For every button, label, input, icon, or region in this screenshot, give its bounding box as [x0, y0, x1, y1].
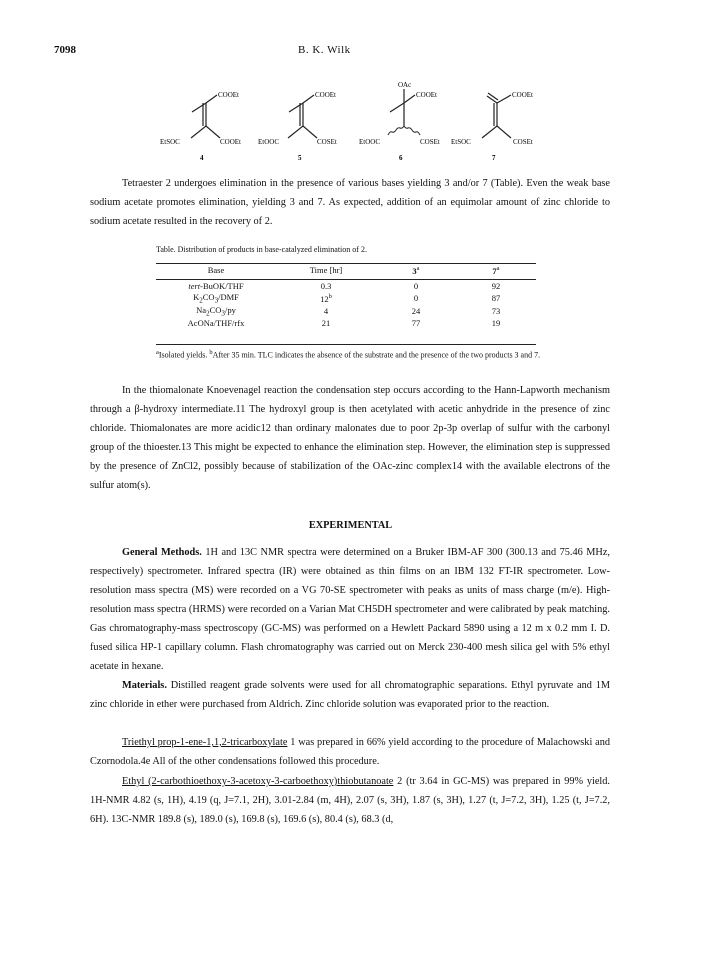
structure-7-left-label: EtSOC — [451, 138, 471, 146]
structure-5-top-label: COOEt — [315, 91, 336, 99]
structure-5 — [258, 91, 337, 162]
page-number: 7098 — [54, 44, 76, 56]
table-row — [156, 292, 536, 305]
paragraph-thiomalonate: In the thiomalonate Knoevenagel reaction the condensation step occurs according to the Hann-Lapworth mechanism through a β-hydroxy intermediate.11 The hydroxyl group is then acetylated with acetic anhydride in the presence of zinc chloride. Thiomalonates are more acidic12 than ordinary malonates due to poor 2p-3p overlap of sulfur with the carbonyl group of the thioester.13 This might be expected to enhance the elimination step. However, the elimination step is suppressed by the presence of ZnCl2, possibly because of stabilization of the OAc-zinc complex14 with the available electrons of the sulfur atom(s). — [90, 385, 610, 491]
paragraph-triethyl: Triethyl prop-1-ene-1,1,2-tricarboxylate 1 was prepared in 66% yield according to the procedure of Malachowski and Czornodola.4e All of the other condensations followed this procedure. — [90, 737, 610, 767]
cell-yield-7: 73 — [491, 305, 501, 316]
cell-yield-7: 87 — [491, 293, 501, 304]
chemical-structures — [0, 82, 701, 167]
table-header-row — [156, 264, 536, 279]
general-methods-label: General Methods. — [122, 547, 202, 558]
structure-7 — [451, 91, 533, 162]
table-row — [156, 317, 536, 329]
structure-4-right-label: COOEt — [220, 138, 241, 146]
structure-4-top-label: COOEt — [218, 91, 239, 99]
paragraph-general-methods: General Methods. 1H and 13C NMR spectra were determined on a Bruker IBM-AF 300 (300.13 and 75.46 MHz, respectively) spectrometer. Infrared spectra (IR) were obtained as thin films on an IBM 132 FT-IR spectrometer. Low-resolution mass spectra (MS) were recorded on a VG 70-SE spectrometer with peaks as units of mass charge (m/e). High-resolution mass spectra (HRMS) were recorded on a Varian Mat CH5DH spectrometer and were calibrated by peak matching. Gas chromatography-mass spectroscopy (GC-MS) was performed on a Hewlett Packard 5890 using a 12 m x 0.2 mm I. D. fused silica HP-1 capillary column. Flash chromatography was carried out on Merck 230-400 mesh silica gel with 5% ethyl acetate in hexane. — [90, 547, 611, 672]
cell-base: $Na_2CO_3/py$ — [196, 304, 236, 318]
paragraph-materials: Materials. Distilled reagent grade solvents were used for all chromatographic separations. Ethyl pyruvate and 1M zinc chloride in ether were purchased from Aldrich. Zinc chloride solution was evaporated prior to the reaction. — [90, 680, 611, 710]
cell-base: AcONa/THF/rfx — [187, 318, 245, 329]
cell-time: 12$^b$ — [320, 292, 332, 304]
footnote-b: After 35 min. TLC indicates the absence of the substrate and the presence of the two products 3 and 7. — [212, 350, 541, 360]
compound-2-name: Ethyl (2-carbothioethoxy-3-acetoxy-3-carboethoxy)thiobutanoate — [122, 776, 394, 787]
header-base: Base — [156, 264, 276, 279]
running-author: B. K. Wilk — [298, 44, 351, 56]
cell-time: 0.3 — [320, 280, 332, 291]
footnote-a: Isolated yields. — [158, 350, 208, 360]
cell-yield-3: 0 — [413, 293, 419, 304]
header-product-7: 7$^a$ — [456, 264, 536, 279]
cell-yield-3: 0 — [413, 280, 419, 291]
structure-7-top-label: COOEt — [512, 91, 533, 99]
cell-yield-3: 77 — [411, 318, 421, 329]
table-bottom-rule — [156, 344, 536, 345]
table-footnotes: $^a$Isolated yields. $^b$After 35 min. TLC indicates the absence of the substrate and the presence of the two products 3 and 7. — [156, 349, 541, 360]
structure-6-number: 6 — [399, 154, 403, 162]
compound-1-name: Triethyl prop-1-ene-1,1,2-tricarboxylate — [122, 737, 288, 748]
cell-yield-7: 92 — [491, 280, 501, 291]
cell-base: tert-BuOK/THF — [188, 280, 244, 291]
cell-yield-3: 24 — [411, 305, 421, 316]
table-row — [156, 305, 536, 318]
products-table — [156, 264, 536, 329]
structure-4-number: 4 — [200, 154, 204, 162]
structure-7-right-label: COSEt — [513, 138, 533, 146]
structure-7-number: 7 — [492, 154, 496, 162]
structure-6-left-label: EtOOC — [359, 138, 380, 146]
structure-5-number: 5 — [298, 154, 302, 162]
section-title: EXPERIMENTAL — [308, 520, 393, 531]
paragraph-ethyl: Ethyl (2-carbothioethoxy-3-acetoxy-3-carboethoxy)thiobutanoate 2 (tr 3.64 in GC-MS) was prepared in 99% yield. 1H-NMR 4.82 (s, 1H), 4.19 (q, J=7.1, 2H), 3.01-2.84 (m, 4H), 2.07 (s, 3H), 1.87 (s, 3H), 1.27 (t, J=7.2, 3H), 1.25 (t, J=7.2, 6H). 13C-NMR 189.8 (s), 189.0 (s), 169.8 (s), 169.6 (s), 80.4 (s), 68.3 (d, — [90, 776, 611, 825]
materials-label: Materials. — [122, 680, 167, 691]
cell-yield-7: 19 — [491, 318, 501, 329]
header-product-3: 3$^a$ — [376, 264, 456, 279]
header-time: Time [hr] — [276, 264, 376, 279]
cell-base: $K_2CO_3$/DMF — [193, 291, 239, 305]
paragraph-tetraester: Tetraester 2 undergoes elimination in the presence of various bases yielding 3 and/or 7 (Table). Even the weak base sodium acetate promotes elimination, yielding 3 and 7. As expected, addition of an equimolar amount of zinc chloride to sodium acetate resulted in the recovery of 2. — [90, 178, 610, 227]
table-caption: Table. Distribution of products in base-catalyzed elimination of 2. — [156, 245, 367, 254]
structure-6-right-label: COSEt — [420, 138, 440, 146]
structure-5-right-label: COSEt — [317, 138, 337, 146]
structure-4 — [160, 91, 241, 162]
table-row — [156, 279, 536, 292]
cell-time: 4 — [323, 305, 329, 316]
cell-time: 21 — [321, 318, 331, 329]
structure-5-left-label: EtOOC — [258, 138, 279, 146]
structure-6-top-label: COOEt — [416, 91, 437, 99]
structure-6-oac-label: OAc — [398, 82, 412, 89]
structure-6 — [359, 82, 440, 162]
structure-4-left-label: EtSOC — [160, 138, 180, 146]
